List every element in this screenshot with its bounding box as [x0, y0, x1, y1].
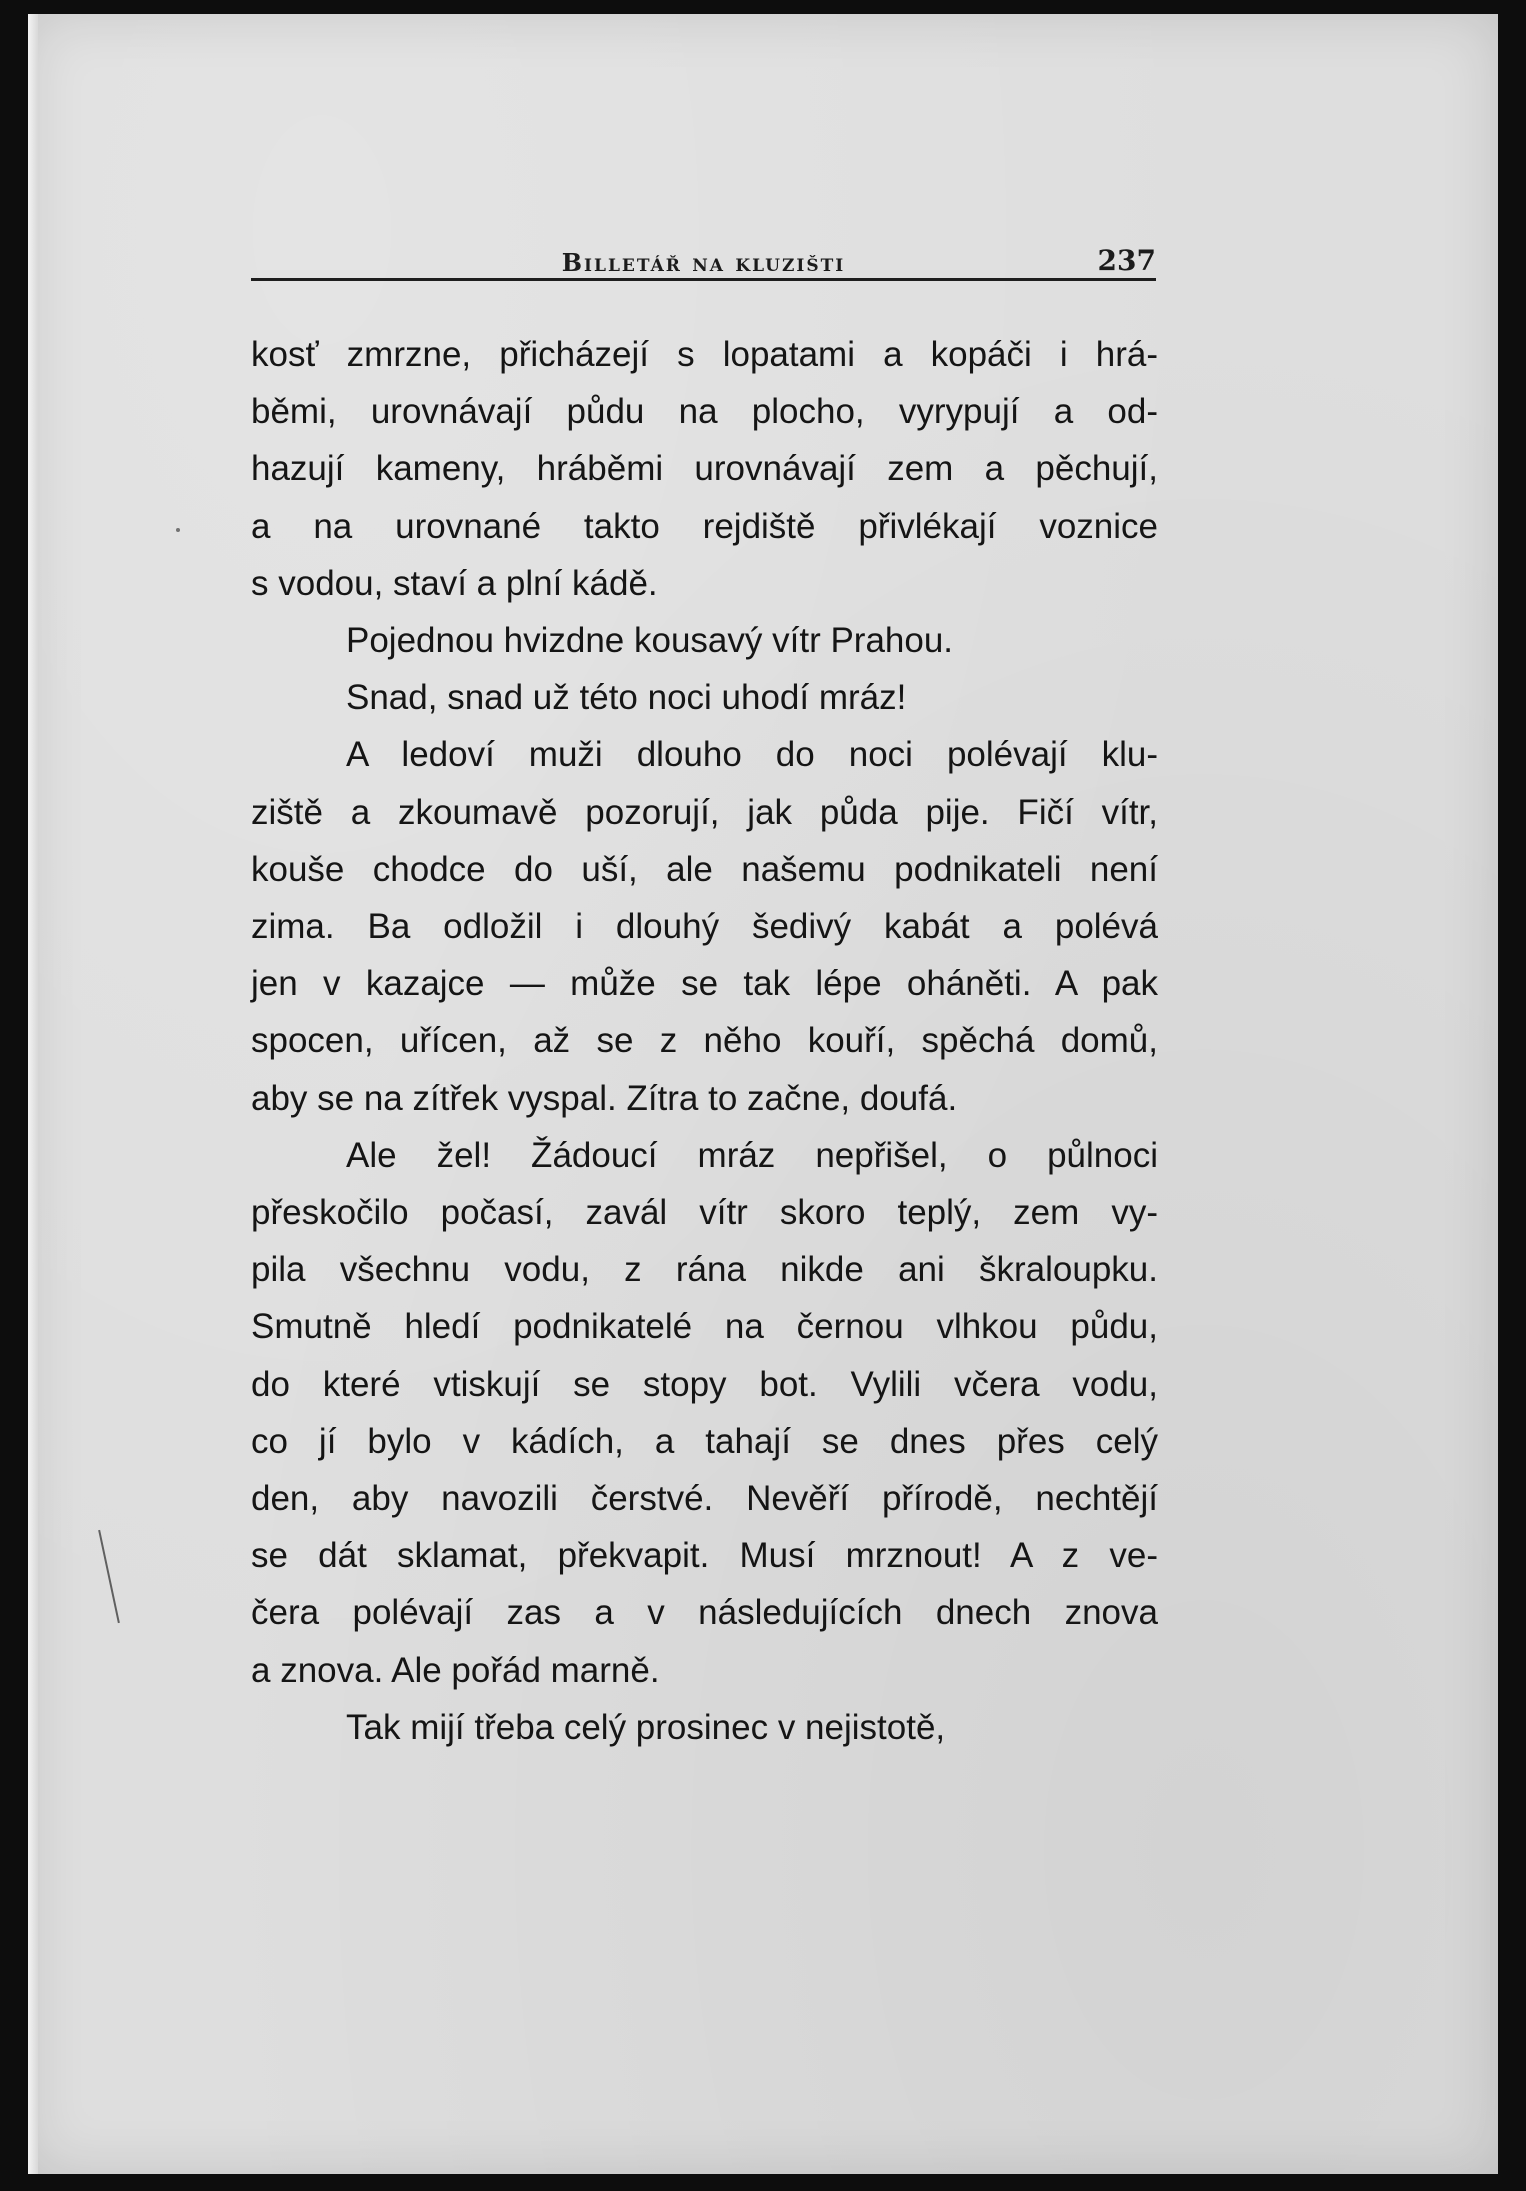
paragraph [251, 1699, 1158, 1756]
paragraph [251, 612, 1158, 669]
text-line: čera polévají zas a v následujících dnech znova [251, 1593, 1158, 1633]
stray-mark-line [98, 1530, 120, 1623]
text-line: Ale žel! Žádoucí mráz nepřišel, o půlnoci [346, 1135, 1158, 1175]
text-line: spocen, uřícen, až se z něho kouří, spěchá domů, [251, 1021, 1158, 1061]
text-line: běmi, urovnávají půdu na plocho, vyrypují a od- [251, 392, 1158, 432]
text-line: a na urovnané takto rejdiště přivlékají voznice [251, 506, 1158, 546]
text-line: zima. Ba odložil i dlouhý šedivý kabát a polévá [251, 907, 1158, 947]
text-line: do které vtiskují se stopy bot. Vylili včera vodu, [251, 1364, 1158, 1404]
text-line: se dát sklamat, překvapit. Musí mrznout! A z ve- [251, 1536, 1158, 1576]
text-line: ziště a zkoumavě pozorují, jak půda pije. Fičí vítr, [251, 792, 1158, 832]
text-line: co jí bylo v kádích, a tahají se dnes přes celý [251, 1421, 1158, 1461]
paragraph [251, 726, 1158, 1126]
text-line: kosť zmrzne, přicházejí s lopatami a kopáči i hrá- [251, 335, 1158, 374]
text-line: a znova. Ale pořád marně. [251, 1650, 660, 1690]
text-line: A ledoví muži dlouho do noci polévají klu- [346, 735, 1158, 775]
page-edge [28, 14, 38, 2174]
paragraph [251, 1127, 1158, 1699]
text-line: Smutně hledí podnikatelé na černou vlhkou půdu, [251, 1307, 1158, 1347]
text-line: den, aby navozili čerstvé. Nevěří přírodě, nechtějí [251, 1479, 1158, 1519]
text-line: jen v kazajce — může se tak lépe oháněti. A pak [251, 964, 1158, 1004]
text-line: aby se na zítřek vyspal. Zítra to začne, doufá. [251, 1078, 958, 1118]
text-line: Snad, snad už této noci uhodí mráz! [346, 678, 907, 718]
text-line: přeskočilo počasí, zavál vítr skoro teplý, zem vy- [251, 1193, 1158, 1233]
text-line: hazují kameny, hráběmi urovnávají zem a pěchují, [251, 449, 1158, 489]
book-page [28, 14, 1498, 2174]
text-line: Tak mijí třeba celý prosinec v nejistotě, [346, 1707, 946, 1747]
text-line: s vodou, staví a plní kádě. [251, 563, 658, 603]
running-title: Billetář na kluzišti [561, 248, 846, 277]
stray-mark-dot [176, 528, 180, 532]
text-line: pila všechnu vodu, z rána nikde ani škraloupku. [251, 1250, 1158, 1290]
paragraph [251, 326, 1158, 612]
text-line: Pojednou hvizdne kousavý vítr Prahou. [346, 621, 954, 661]
running-header [251, 238, 1156, 281]
page-number: 237 [1097, 244, 1156, 277]
paragraph [251, 669, 1158, 726]
body-text [251, 326, 1158, 1756]
text-line: kouše chodce do uší, ale našemu podnikateli není [251, 849, 1158, 889]
